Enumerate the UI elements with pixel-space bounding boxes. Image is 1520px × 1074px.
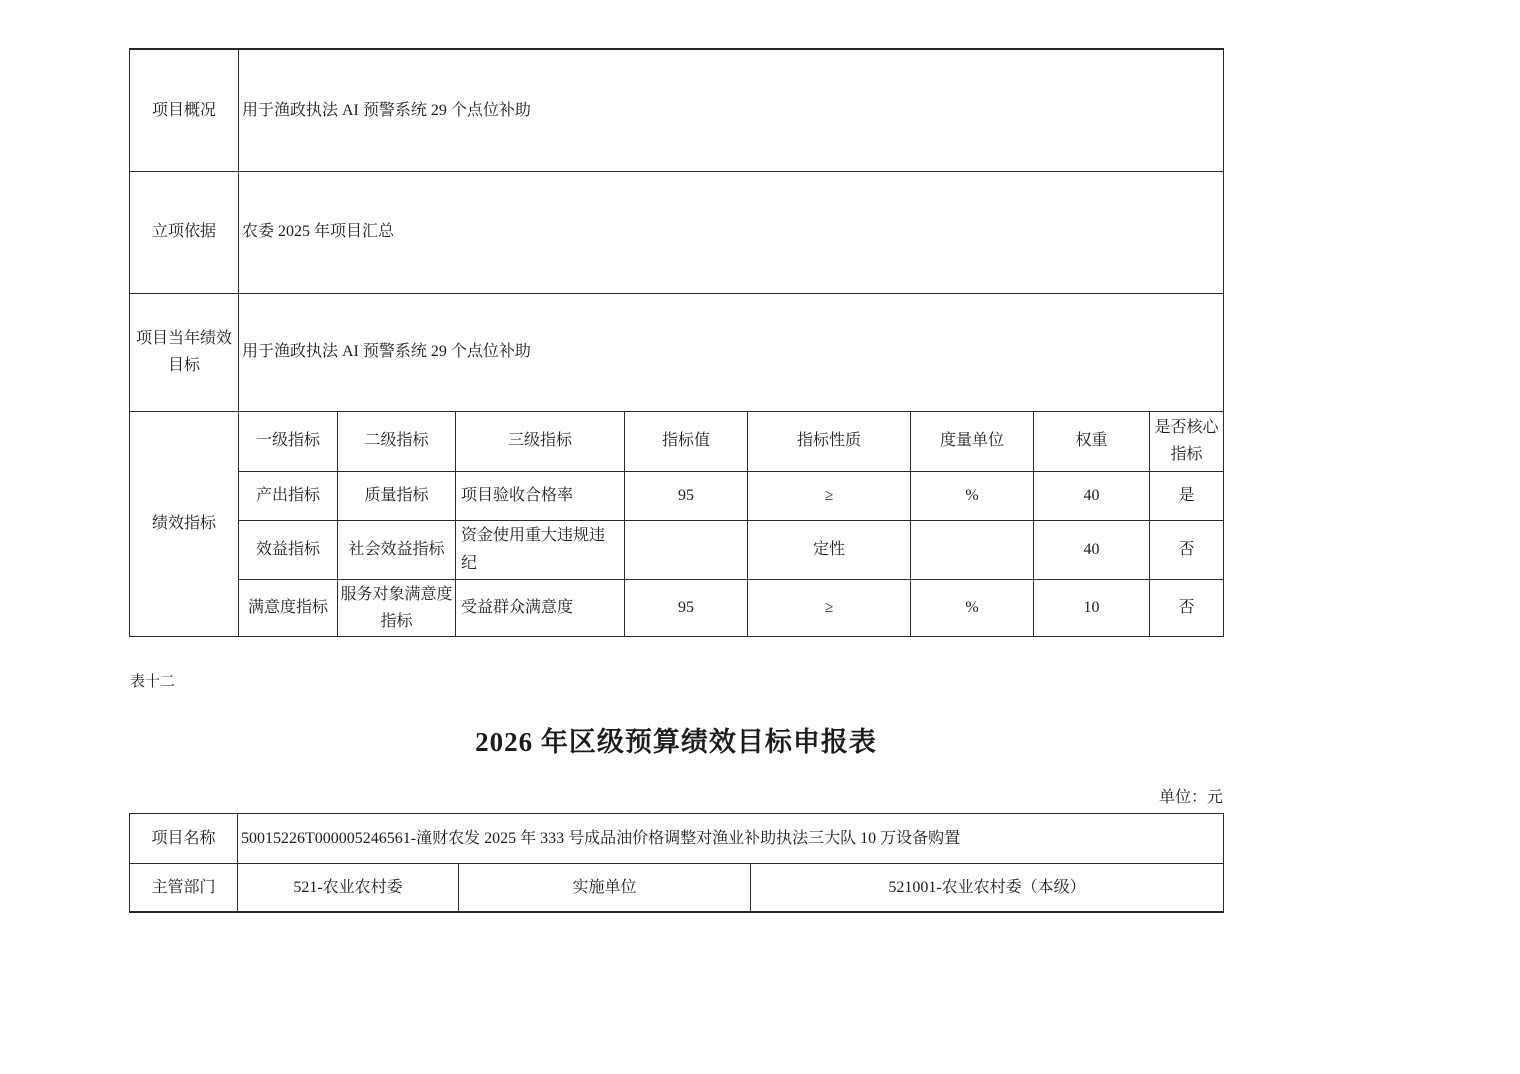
- table-row: [130, 293, 1224, 411]
- table-row: [130, 49, 1224, 171]
- indicator-cell: 效益指标: [239, 520, 338, 579]
- indicator-cell: [911, 520, 1034, 579]
- project-basis-value: 农委 2025 年项目汇总: [239, 171, 1224, 293]
- page-title: 2026 年区级预算绩效目标申报表: [475, 727, 877, 757]
- row-label-performance-indicators: 绩效指标: [130, 411, 239, 636]
- col-header-is-core: 是否核心指标: [1150, 411, 1224, 471]
- declaration-table: [129, 813, 1224, 913]
- table-row: [130, 864, 1224, 912]
- indicator-cell: ≥: [748, 471, 911, 520]
- col-header-weight: 权重: [1034, 411, 1150, 471]
- row-label-project-overview: 项目概况: [130, 49, 239, 171]
- label-implementing-unit: 实施单位: [459, 864, 751, 912]
- indicator-cell: [625, 520, 748, 579]
- col-header-measure-unit: 度量单位: [911, 411, 1034, 471]
- indicator-header-row: [130, 411, 1224, 471]
- indicator-cell: 受益群众满意度: [456, 579, 625, 636]
- table-caption: 表十二: [130, 674, 176, 690]
- indicator-cell: 40: [1034, 520, 1150, 579]
- annual-goal-value: 用于渔政执法 AI 预警系统 29 个点位补助: [239, 293, 1224, 411]
- unit-note: 单位：元: [1158, 789, 1223, 806]
- indicator-cell: 95: [625, 471, 748, 520]
- indicator-cell: ≥: [748, 579, 911, 636]
- indicator-cell: %: [911, 579, 1034, 636]
- project-overview-value: 用于渔政执法 AI 预警系统 29 个点位补助: [239, 49, 1224, 171]
- indicator-cell: 满意度指标: [239, 579, 338, 636]
- indicator-cell: 40: [1034, 471, 1150, 520]
- row-label-annual-goal: 项目当年绩效目标: [130, 293, 239, 411]
- row-label-project-name: 项目名称: [130, 814, 238, 864]
- col-header-indicator-value: 指标值: [625, 411, 748, 471]
- indicator-cell: 定性: [748, 520, 911, 579]
- indicator-cell: 服务对象满意度指标: [338, 579, 456, 636]
- col-header-level1-indicator: 一级指标: [239, 411, 338, 471]
- indicator-cell: 否: [1150, 579, 1224, 636]
- competent-department-value: 521-农业农村委: [238, 864, 459, 912]
- indicator-cell: 项目验收合格率: [456, 471, 625, 520]
- indicator-cell: 10: [1034, 579, 1150, 636]
- indicator-row-output: [130, 471, 1224, 520]
- table-row: [130, 171, 1224, 293]
- indicator-row-benefit: [130, 520, 1224, 579]
- row-label-project-basis: 立项依据: [130, 171, 239, 293]
- indicator-cell: 95: [625, 579, 748, 636]
- col-header-indicator-nature: 指标性质: [748, 411, 911, 471]
- indicator-cell: 否: [1150, 520, 1224, 579]
- indicator-cell: 质量指标: [338, 471, 456, 520]
- indicator-cell: 产出指标: [239, 471, 338, 520]
- col-header-level3-indicator: 三级指标: [456, 411, 625, 471]
- table-row: [130, 814, 1224, 864]
- indicator-cell: 社会效益指标: [338, 520, 456, 579]
- row-label-competent-department: 主管部门: [130, 864, 238, 912]
- project-name-value: 50015226T000005246561-潼财农发 2025 年 333 号成品油价格调整对渔业补助执法三大队 10 万设备购置: [238, 814, 1224, 864]
- indicator-cell: %: [911, 471, 1034, 520]
- indicator-cell: 是: [1150, 471, 1224, 520]
- indicator-cell: 资金使用重大违规违纪: [456, 520, 625, 579]
- col-header-level2-indicator: 二级指标: [338, 411, 456, 471]
- implementing-unit-value: 521001-农业农村委（本级）: [751, 864, 1224, 912]
- indicator-row-satisfaction: [130, 579, 1224, 636]
- performance-target-table: [129, 48, 1224, 637]
